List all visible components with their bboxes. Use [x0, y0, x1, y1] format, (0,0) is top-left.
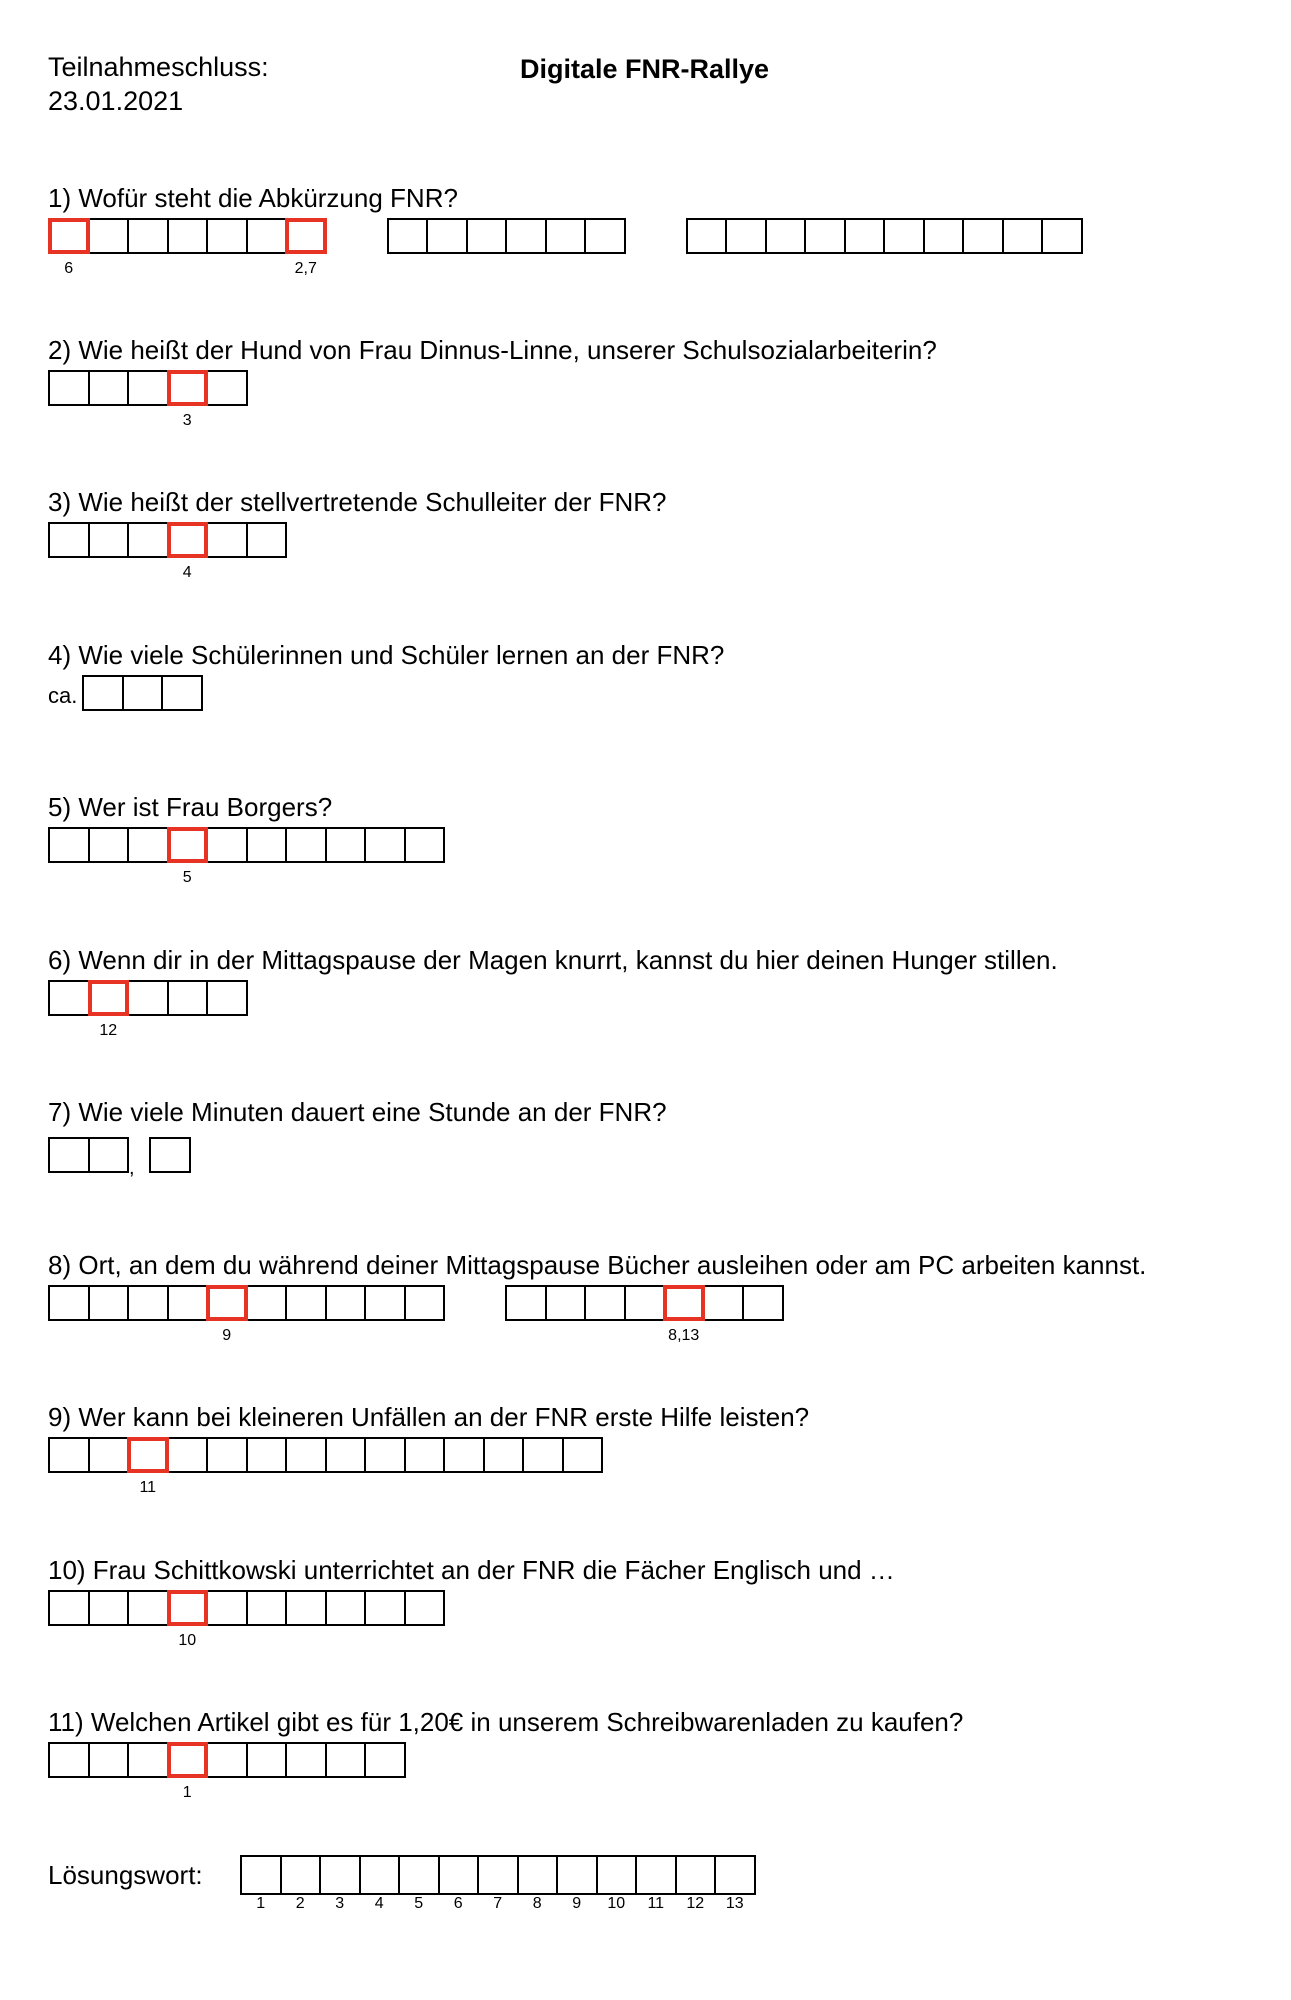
solution-index-label: 3	[182, 412, 192, 429]
letter-box[interactable]	[48, 1437, 90, 1473]
letter-box[interactable]	[246, 218, 288, 254]
letter-box[interactable]	[88, 1742, 130, 1778]
letter-box[interactable]	[686, 218, 728, 254]
letter-box[interactable]	[545, 1285, 587, 1321]
letter-box[interactable]	[48, 980, 90, 1016]
letter-box[interactable]	[483, 1437, 525, 1473]
letter-box[interactable]	[88, 218, 130, 254]
letter-box[interactable]	[167, 1437, 209, 1473]
solution-index-label: 1	[182, 1784, 192, 1801]
letter-box[interactable]	[167, 218, 209, 254]
letter-box[interactable]	[127, 1285, 169, 1321]
deadline-date: 23.01.2021	[48, 86, 184, 116]
highlighted-letter-box[interactable]	[206, 1285, 248, 1321]
letter-box[interactable]	[364, 1285, 406, 1321]
solution-box[interactable]	[714, 1855, 756, 1895]
letter-box[interactable]	[364, 1590, 406, 1626]
highlighted-letter-box[interactable]	[285, 218, 327, 254]
letter-box[interactable]	[206, 980, 248, 1016]
letter-box[interactable]	[584, 1285, 626, 1321]
letter-box[interactable]	[88, 370, 130, 406]
letter-box[interactable]	[804, 218, 846, 254]
letter-box[interactable]	[48, 370, 90, 406]
solution-index-label: 8,13	[668, 1327, 700, 1344]
letter-box[interactable]	[325, 1742, 367, 1778]
solution-box-number: 10	[607, 1895, 626, 1912]
solution-box[interactable]	[398, 1855, 440, 1895]
letter-box[interactable]	[206, 370, 248, 406]
letter-box[interactable]	[88, 827, 130, 863]
letter-box[interactable]	[364, 827, 406, 863]
highlighted-letter-box[interactable]	[88, 980, 130, 1016]
letter-box[interactable]	[88, 1137, 130, 1173]
solution-box-number: 12	[686, 1895, 705, 1912]
letter-box[interactable]	[88, 1437, 130, 1473]
solution-index-label: 2,7	[294, 260, 317, 277]
letter-box[interactable]	[1041, 218, 1083, 254]
letter-box[interactable]	[624, 1285, 666, 1321]
letter-box[interactable]	[285, 1742, 327, 1778]
solution-box[interactable]	[240, 1855, 282, 1895]
highlighted-letter-box[interactable]	[167, 522, 209, 558]
letter-box[interactable]	[883, 218, 925, 254]
letter-box[interactable]	[466, 218, 508, 254]
letter-box[interactable]	[962, 218, 1004, 254]
highlighted-letter-box[interactable]	[167, 1590, 209, 1626]
highlighted-letter-box[interactable]	[127, 1437, 169, 1473]
solution-label: Lösungswort:	[48, 1860, 203, 1890]
solution-box-number: 7	[493, 1895, 503, 1912]
letter-box[interactable]	[206, 1742, 248, 1778]
question-4-text: 4) Wie viele Schülerinnen und Schüler lernen an der FNR?	[48, 640, 725, 670]
letter-box[interactable]	[325, 827, 367, 863]
letter-box[interactable]	[404, 1590, 446, 1626]
solution-index-label: 11	[139, 1479, 157, 1496]
letter-box[interactable]	[923, 218, 965, 254]
solution-box-number: 2	[295, 1895, 305, 1912]
letter-box[interactable]	[246, 1742, 288, 1778]
letter-box[interactable]	[88, 522, 130, 558]
highlighted-letter-box[interactable]	[167, 827, 209, 863]
question-2-text: 2) Wie heißt der Hund von Frau Dinnus-Linne, unserer Schulsozialarbeiterin?	[48, 335, 937, 365]
letter-box[interactable]	[167, 1285, 209, 1321]
letter-box[interactable]	[584, 218, 626, 254]
letter-box[interactable]	[127, 522, 169, 558]
letter-box[interactable]	[725, 218, 767, 254]
question-8-text: 8) Ort, an dem du während deiner Mittagspause Bücher ausleihen oder am PC arbeiten kannst.	[48, 1250, 1147, 1280]
letter-box[interactable]	[127, 980, 169, 1016]
letter-box[interactable]	[844, 218, 886, 254]
letter-box[interactable]	[325, 1590, 367, 1626]
letter-box[interactable]	[88, 1285, 130, 1321]
answer-separator: ,	[129, 1157, 135, 1179]
solution-box-number: 11	[647, 1895, 665, 1912]
letter-box[interactable]	[325, 1285, 367, 1321]
question-10-text: 10) Frau Schittkowski unterrichtet an der FNR die Fächer Englisch und …	[48, 1555, 895, 1585]
deadline	[48, 50, 269, 118]
solution-box[interactable]	[556, 1855, 598, 1895]
letter-box[interactable]	[48, 1742, 90, 1778]
letter-box[interactable]	[404, 1437, 446, 1473]
solution-index-label: 12	[99, 1022, 118, 1039]
letter-box[interactable]	[246, 1285, 288, 1321]
letter-box[interactable]	[127, 827, 169, 863]
letter-box[interactable]	[48, 1285, 90, 1321]
letter-box[interactable]	[127, 218, 169, 254]
letter-box[interactable]	[765, 218, 807, 254]
question-5-text: 5) Wer ist Frau Borgers?	[48, 792, 333, 822]
highlighted-letter-box[interactable]	[48, 218, 90, 254]
letter-box[interactable]	[206, 1590, 248, 1626]
solution-box-number: 4	[374, 1895, 384, 1912]
letter-box[interactable]	[404, 1285, 446, 1321]
letter-box[interactable]	[206, 218, 248, 254]
letter-box[interactable]	[404, 827, 446, 863]
letter-box[interactable]	[246, 827, 288, 863]
letter-box[interactable]	[505, 1285, 547, 1321]
deadline-label: Teilnahmeschluss:	[48, 52, 269, 82]
solution-box[interactable]	[280, 1855, 322, 1895]
letter-box[interactable]	[122, 675, 164, 711]
solution-box-number: 6	[453, 1895, 463, 1912]
letter-box[interactable]	[364, 1437, 406, 1473]
letter-box[interactable]	[48, 1590, 90, 1626]
letter-box[interactable]	[48, 827, 90, 863]
solution-box[interactable]	[596, 1855, 638, 1895]
solution-index-label: 5	[182, 869, 192, 886]
answer-prefix: ca.	[48, 683, 78, 708]
letter-box[interactable]	[206, 1437, 248, 1473]
letter-box[interactable]	[206, 522, 248, 558]
letter-box[interactable]	[505, 218, 547, 254]
letter-box[interactable]	[285, 827, 327, 863]
highlighted-letter-box[interactable]	[663, 1285, 705, 1321]
solution-index-label: 4	[182, 564, 192, 581]
letter-box[interactable]	[167, 980, 209, 1016]
solution-index-label: 10	[178, 1632, 197, 1649]
letter-box[interactable]	[443, 1437, 485, 1473]
letter-box[interactable]	[127, 370, 169, 406]
solution-box[interactable]	[517, 1855, 559, 1895]
question-9-text: 9) Wer kann bei kleineren Unfällen an der FNR erste Hilfe leisten?	[48, 1402, 810, 1432]
question-11-text: 11) Welchen Artikel gibt es für 1,20€ in unserem Schreibwarenladen zu kaufen?	[48, 1707, 964, 1737]
letter-box[interactable]	[82, 675, 124, 711]
solution-box[interactable]	[319, 1855, 361, 1895]
highlighted-letter-box[interactable]	[167, 370, 209, 406]
question-7-text: 7) Wie viele Minuten dauert eine Stunde an der FNR?	[48, 1097, 667, 1127]
letter-box[interactable]	[562, 1437, 604, 1473]
letter-box[interactable]	[206, 827, 248, 863]
solution-box-number: 5	[414, 1895, 424, 1912]
solution-box[interactable]	[359, 1855, 401, 1895]
solution-box[interactable]	[438, 1855, 480, 1895]
page-title: Digitale FNR-Rallye	[520, 54, 770, 84]
letter-box[interactable]	[246, 522, 288, 558]
solution-box-number: 1	[256, 1895, 266, 1912]
question-3-text: 3) Wie heißt der stellvertretende Schulleiter der FNR?	[48, 487, 667, 517]
letter-box[interactable]	[246, 1590, 288, 1626]
letter-box[interactable]	[545, 218, 587, 254]
letter-box[interactable]	[127, 1590, 169, 1626]
letter-box[interactable]	[285, 1437, 327, 1473]
letter-box[interactable]	[285, 1590, 327, 1626]
solution-index-label: 9	[222, 1327, 232, 1344]
letter-box[interactable]	[246, 1437, 288, 1473]
letter-box[interactable]	[387, 218, 429, 254]
letter-box[interactable]	[426, 218, 468, 254]
letter-box[interactable]	[364, 1742, 406, 1778]
letter-box[interactable]	[325, 1437, 367, 1473]
solution-box[interactable]	[675, 1855, 717, 1895]
letter-box[interactable]	[149, 1137, 191, 1173]
question-6-text: 6) Wenn dir in der Mittagspause der Magen knurrt, kannst du hier deinen Hunger stillen.	[48, 945, 1058, 975]
letter-box[interactable]	[703, 1285, 745, 1321]
question-1-text: 1) Wofür steht die Abkürzung FNR?	[48, 183, 458, 213]
letter-box[interactable]	[742, 1285, 784, 1321]
solution-box-number: 8	[532, 1895, 542, 1912]
highlighted-letter-box[interactable]	[167, 1742, 209, 1778]
letter-box[interactable]	[161, 675, 203, 711]
solution-box[interactable]	[477, 1855, 519, 1895]
letter-box[interactable]	[48, 522, 90, 558]
letter-box[interactable]	[48, 1137, 90, 1173]
letter-box[interactable]	[285, 1285, 327, 1321]
solution-box-number: 13	[725, 1895, 744, 1912]
letter-box[interactable]	[522, 1437, 564, 1473]
letter-box[interactable]	[1002, 218, 1044, 254]
letter-box[interactable]	[88, 1590, 130, 1626]
solution-index-label: 6	[64, 260, 74, 277]
letter-box[interactable]	[127, 1742, 169, 1778]
solution-box-number: 3	[335, 1895, 345, 1912]
solution-box[interactable]	[635, 1855, 677, 1895]
solution-box-number: 9	[572, 1895, 582, 1912]
